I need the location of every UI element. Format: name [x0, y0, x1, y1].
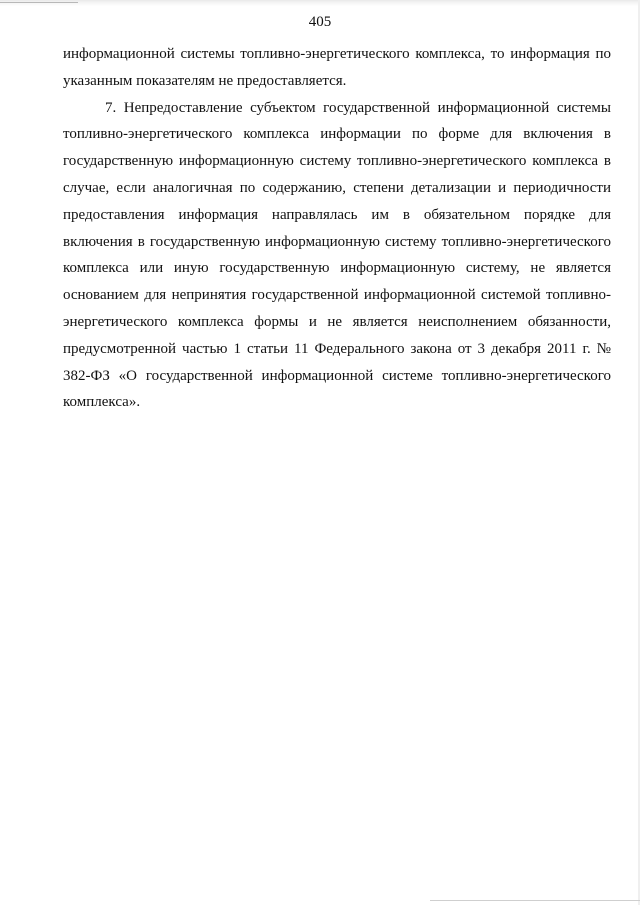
scan-edge-top — [0, 0, 640, 6]
page-number: 405 — [308, 14, 332, 30]
scan-artifact-line — [0, 2, 78, 3]
paragraph-continuation: информационной системы топливно-энергетического комплекса, то информация по указанным показателям не предоставляется. — [63, 46, 611, 89]
scan-artifact-bottom — [430, 900, 640, 901]
body-text — [63, 41, 611, 416]
paragraph-item-7: 7. Непредоставление субъектом государственной информационной системы топливно-энергетического комплекса информации по форме для включения в государственную информационную систему топливно-энергетического комплекса в случае, если аналогичная по содержанию, степени детализации и периодичности предоставления информация направлялась им в обязательном порядке для включения в государственную информационную систему топливно-энергетического комплекса или иную государственную информационную систему, не является основанием для непринятия государственной информационной системой топливно-энергетического комплекса формы и не является неисполнением обязанности, предусмотренной частью 1 статьи 11 Федерального закона от 3 декабря 2011 г. № 382-ФЗ «О государственной информационной системе топливно-энергетического комплекса». — [63, 99, 611, 411]
